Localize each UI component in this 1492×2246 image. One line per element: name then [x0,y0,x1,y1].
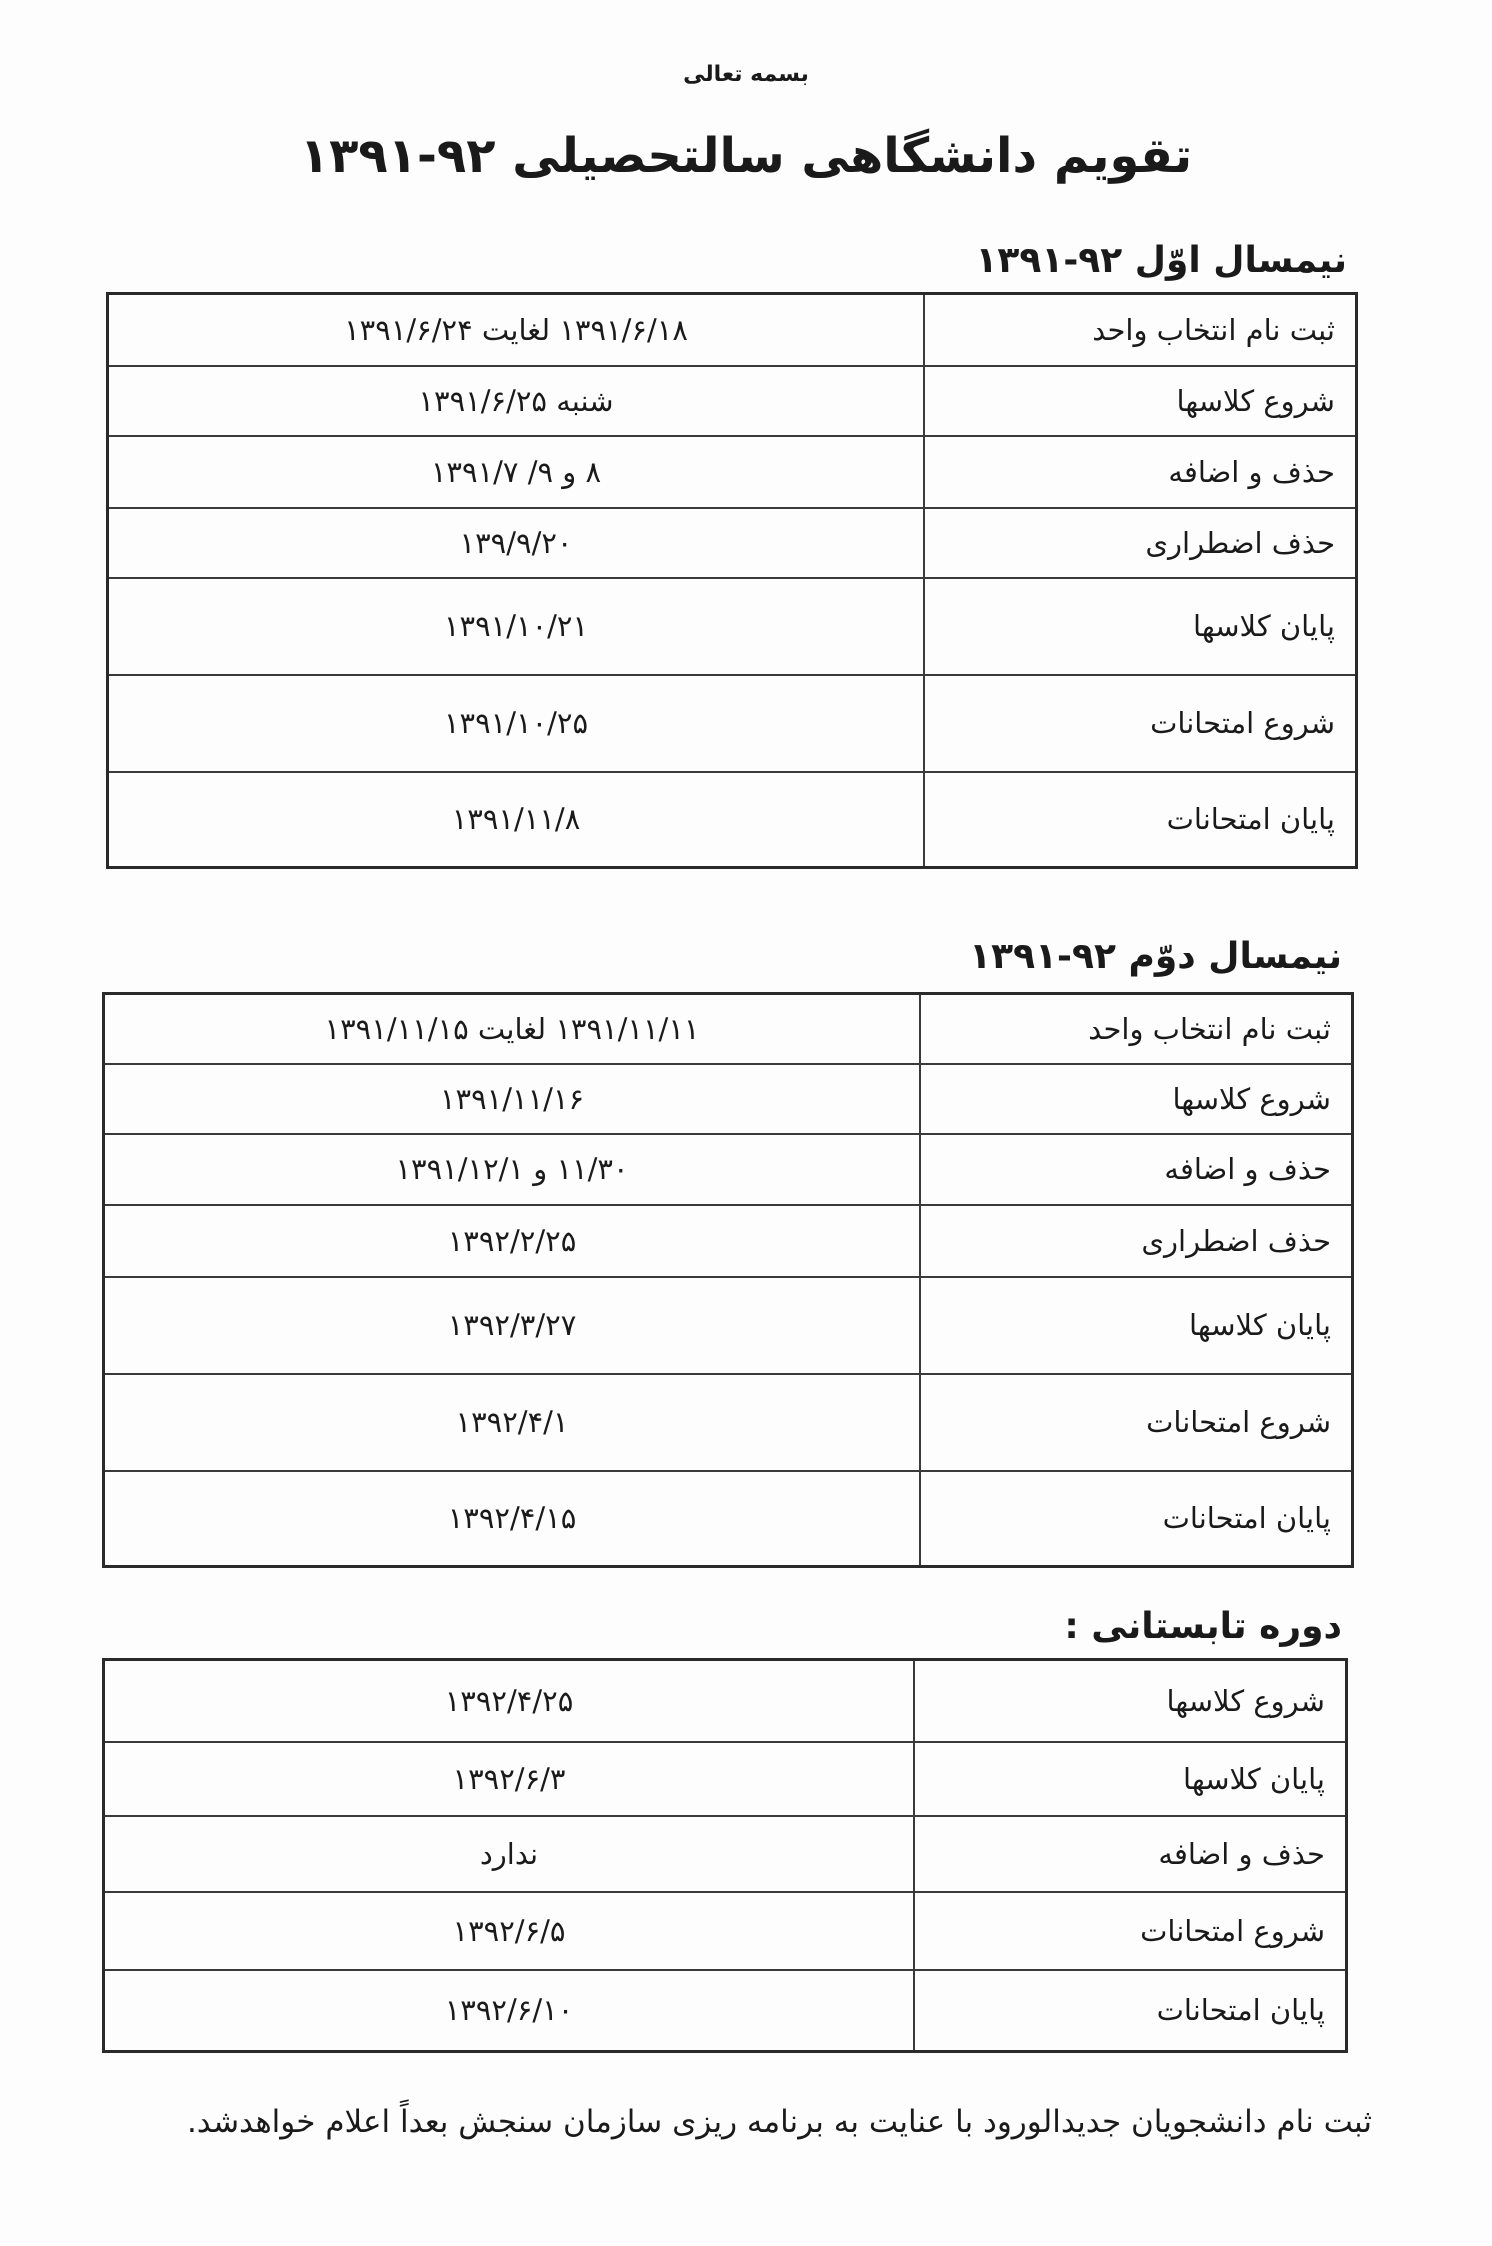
row-label: شروع کلاسها [920,1064,1353,1134]
row-value: ۱۳۹۲/۴/۱ [104,1374,921,1471]
table-row [108,508,1357,578]
row-label: پایان کلاسها [914,1742,1347,1816]
row-value: ۸ و ۹/ ۱۳۹۱/۷ [108,436,925,508]
row-label: شروع کلاسها [914,1660,1347,1742]
row-label: حذف و اضافه [920,1134,1353,1205]
footer-note: ثبت نام دانشجویان جدیدالورود با عنایت به برنامه ریزی سازمان سنجش بعداً اعلام خواهدشد. [186,2104,1372,2140]
first-semester-table [106,292,1358,869]
row-label: پایان کلاسها [920,1277,1353,1374]
summer-term-table [102,1658,1348,2053]
row-value: ۱۳۹۲/۲/۲۵ [104,1205,921,1277]
row-label: پایان امتحانات [924,772,1357,868]
row-value: ۱۱/۳۰ و ۱۳۹۱/۱۲/۱ [104,1134,921,1205]
row-label: شروع امتحانات [924,675,1357,772]
first-semester-heading: نیمسال اوّل ۹۲-۱۳۹۱ [975,240,1347,281]
row-value: ۱۳۹۲/۴/۱۵ [104,1471,921,1567]
row-label: حذف و اضافه [914,1816,1347,1892]
row-value: شنبه ۱۳۹۱/۶/۲۵ [108,366,925,436]
row-value: ۱۳۹۱/۱۱/۸ [108,772,925,868]
table-row [108,366,1357,436]
table-row [104,1205,1353,1277]
table-row [104,1064,1353,1134]
summer-term-heading: دوره تابستانی : [1064,1606,1342,1647]
row-value: ۱۳۹۱/۱۱/۱۶ [104,1064,921,1134]
row-value: ۱۳۹۱/۱۱/۱۱ لغایت ۱۳۹۱/۱۱/۱۵ [104,994,921,1064]
row-value: ۱۳۹۲/۴/۲۵ [104,1660,915,1742]
row-value: ندارد [104,1816,915,1892]
row-label: پایان امتحانات [914,1970,1347,2052]
row-value: ۱۳۹۱/۶/۱۸ لغایت ۱۳۹۱/۶/۲۴ [108,294,925,366]
row-label: ثبت نام انتخاب واحد [924,294,1357,366]
row-label: شروع کلاسها [924,366,1357,436]
table-row [104,994,1353,1064]
table-row [104,1374,1353,1471]
table-row [104,1277,1353,1374]
row-label: شروع امتحانات [914,1892,1347,1970]
row-label: ثبت نام انتخاب واحد [920,994,1353,1064]
row-value: ۱۳۹۲/۶/۵ [104,1892,915,1970]
second-semester-heading: نیمسال دوّم ۹۲-۱۳۹۱ [969,936,1342,977]
second-semester-table [102,992,1354,1568]
table-row [104,1471,1353,1567]
row-label: شروع امتحانات [920,1374,1353,1471]
row-label: پایان امتحانات [920,1471,1353,1567]
table-row [108,772,1357,868]
row-value: ۱۳۹۲/۶/۱۰ [104,1970,915,2052]
table-row [104,1660,1347,1742]
row-label: حذف و اضافه [924,436,1357,508]
table-row [104,1816,1347,1892]
page-title: تقویم دانشگاهی سالتحصیلی ۹۲-۱۳۹۱ [299,128,1193,184]
basmala-heading: بسمه تعالی [683,62,809,87]
row-value: ۱۳۹۱/۱۰/۲۱ [108,578,925,675]
table-row [104,1970,1347,2052]
row-label: حذف اضطراری [924,508,1357,578]
row-label: حذف اضطراری [920,1205,1353,1277]
row-value: ۱۳۹۲/۶/۳ [104,1742,915,1816]
row-label: پایان کلاسها [924,578,1357,675]
table-row [108,294,1357,366]
table-row [104,1742,1347,1816]
row-value: ۱۳۹۱/۱۰/۲۵ [108,675,925,772]
row-value: ۱۳۹۲/۳/۲۷ [104,1277,921,1374]
row-value: ۱۳۹/۹/۲۰ [108,508,925,578]
table-row [108,675,1357,772]
table-row [108,578,1357,675]
table-row [104,1892,1347,1970]
table-row [108,436,1357,508]
table-row [104,1134,1353,1205]
